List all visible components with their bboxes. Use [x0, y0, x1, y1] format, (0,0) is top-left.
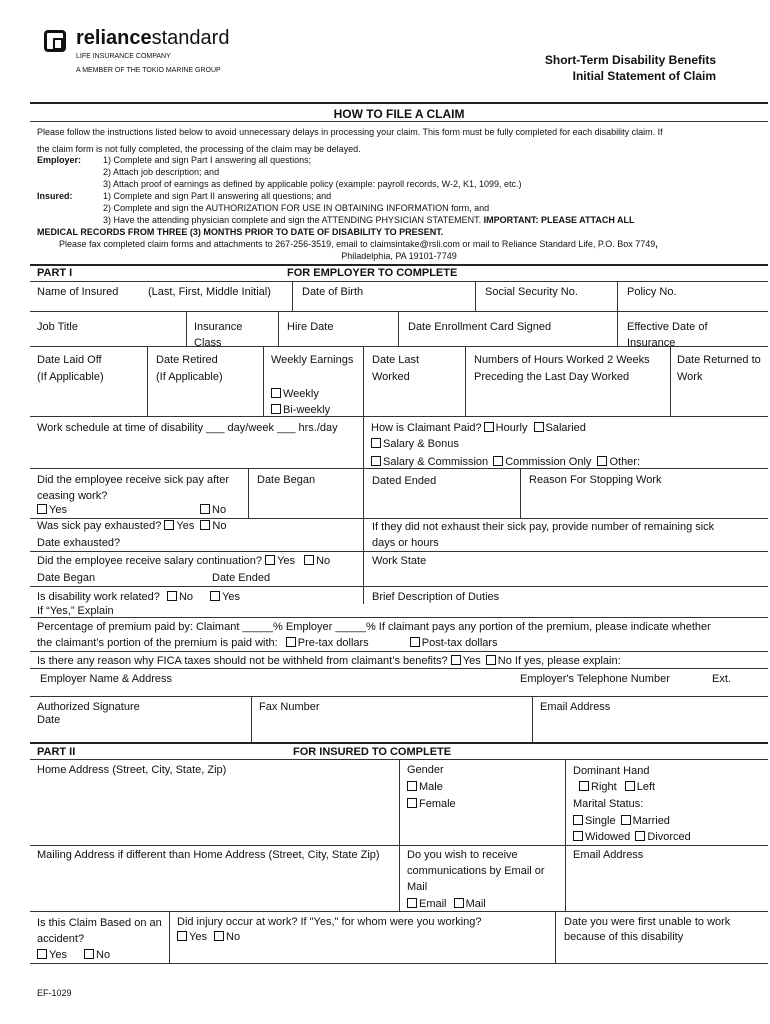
if-applicable-hint: (If Applicable)	[156, 371, 223, 383]
weekly-earnings-field[interactable]: Weekly Earnings	[271, 354, 354, 366]
instructions-text: the claim form is not fully completed, the processing of the claim may be delayed.	[37, 144, 361, 154]
salary-continuation-question: Did the employee receive salary continuation? Yes No	[37, 555, 331, 567]
weekly-checkbox[interactable]: Weekly	[271, 386, 319, 402]
insurance-class-label: Class	[194, 337, 222, 349]
work-state-field[interactable]: Work State	[372, 555, 427, 567]
checkbox-icon[interactable]	[286, 637, 296, 647]
checkbox-icon[interactable]	[371, 456, 381, 466]
checkbox-icon[interactable]	[84, 949, 94, 959]
divider	[30, 121, 768, 122]
communication-preference-question: Do you wish to receive	[407, 849, 518, 861]
reason-stopping-work-field[interactable]: Reason For Stopping Work	[529, 474, 662, 486]
name-of-insured-field[interactable]: Name of Insured	[37, 286, 119, 298]
logo-wordmark: reliancestandard	[76, 27, 230, 49]
dominant-hand-label: Dominant Hand	[573, 765, 650, 777]
form-title: Short-Term Disability Benefits	[544, 53, 716, 67]
gender-female-checkbox[interactable]: Female	[407, 796, 456, 812]
fica-question: Is there any reason why FICA taxes should not be withheld from claimant’s benefits? Yes No If yes, please explain:	[37, 655, 621, 667]
checkbox-icon[interactable]	[597, 456, 607, 466]
insured-step: 3) Have the attending physician complete and sign the ATTENDING PHYSICIAN STATEMENT. IMPORTANT: PLEASE ATTACH ALL	[103, 215, 635, 225]
pay-type-options: Salary & Commission Commission Only Other:	[371, 454, 640, 470]
checkbox-icon[interactable]	[200, 520, 210, 530]
form-number: EF-1029	[37, 988, 72, 998]
checkbox-icon[interactable]	[410, 637, 420, 647]
remaining-sick-days-field[interactable]: If they did not exhaust their sick pay, provide number of remaining sick	[372, 521, 715, 533]
sick-pay-date-ended-field[interactable]: Dated Ended	[372, 475, 437, 487]
premium-percentage-question: Percentage of premium paid by: Claimant _____% Employer _____% If claimant pays any portion of the premium, please indicate whether	[37, 621, 711, 633]
sick-pay-exhausted-question: Was sick pay exhausted? Yes No	[37, 520, 227, 532]
employer-step: 1) Complete and sign Part I answering all questions;	[103, 155, 312, 165]
injury-at-work-options: Yes No	[177, 929, 240, 945]
date-returned-field[interactable]: Date Returned to	[677, 354, 761, 366]
sick-pay-question: ceasing work?	[37, 490, 108, 502]
checkbox-icon[interactable]	[621, 815, 631, 825]
premium-payment-type: the claimant’s portion of the premium is paid with: Pre-tax dollars Post-tax dollars	[37, 637, 498, 649]
part1-label: PART I	[37, 267, 73, 279]
part1-heading: FOR EMPLOYER TO COMPLETE	[287, 267, 458, 279]
checkbox-icon[interactable]	[37, 504, 47, 514]
checkbox-icon[interactable]	[454, 898, 464, 908]
work-schedule-field[interactable]: Work schedule at time of disability ___ day/week ___ hrs./day	[37, 422, 338, 434]
important-note: MEDICAL RECORDS FROM THREE (3) MONTHS PRIOR TO DATE OF DISABILITY TO PRESENT.	[37, 227, 444, 237]
hours-worked-label: Preceding the Last Day Worked	[474, 371, 630, 383]
authorized-signature-field[interactable]: Authorized Signature	[37, 701, 140, 713]
checkbox-icon[interactable]	[37, 949, 47, 959]
checkbox-icon[interactable]	[635, 831, 645, 841]
checkbox-icon[interactable]	[271, 404, 281, 414]
sick-pay-question: Did the employee receive sick pay after	[37, 474, 229, 486]
employer-label: Employer:	[37, 155, 82, 165]
salary-continuation-began-field[interactable]: Date Began	[37, 572, 96, 584]
checkbox-icon[interactable]	[451, 655, 461, 665]
signature-date-field[interactable]: Date	[37, 714, 61, 726]
marital-status-label: Marital Status:	[573, 798, 644, 810]
date-laid-off-field[interactable]: Date Laid Off	[37, 354, 102, 366]
communication-preference-question: Mail	[407, 881, 428, 893]
date-exhausted-field[interactable]: Date exhausted?	[37, 537, 121, 549]
checkbox-icon[interactable]	[265, 555, 275, 565]
checkbox-icon[interactable]	[214, 931, 224, 941]
policy-number-field[interactable]: Policy No.	[627, 286, 677, 298]
form-subtitle: Initial Statement of Claim	[572, 69, 716, 83]
salary-continuation-ended-field[interactable]: Date Ended	[212, 572, 271, 584]
date-of-birth-field[interactable]: Date of Birth	[302, 286, 364, 298]
phone-extension-field[interactable]: Ext.	[712, 673, 731, 685]
effective-date-label: Insurance	[627, 337, 676, 349]
communication-options: Email Mail	[407, 896, 486, 912]
checkbox-icon[interactable]	[200, 504, 210, 514]
mailing-address: Philadelphia, PA 19101-7749	[341, 251, 457, 261]
insured-step: 1) Complete and sign Part II answering all questions; and	[103, 191, 332, 201]
checkbox-icon[interactable]	[164, 520, 174, 530]
accident-question: Is this Claim Based on an	[37, 917, 162, 929]
brief-description-field[interactable]: Brief Description of Duties	[372, 591, 500, 603]
remaining-sick-days-label: days or hours	[372, 537, 439, 549]
instructions-text: Please follow the instructions listed below to avoid unnecessary delays in processing your claim. This form must be fully completed for each disability claim. If	[37, 127, 663, 137]
job-title-field[interactable]: Job Title	[37, 321, 78, 333]
checkbox-icon[interactable]	[573, 815, 583, 825]
divider	[30, 102, 768, 104]
checkbox-icon[interactable]	[484, 422, 494, 432]
logo-icon	[44, 30, 66, 52]
first-unable-date-label: because of this disability	[564, 931, 684, 943]
checkbox-icon[interactable]	[486, 655, 496, 665]
date-returned-label: Work	[677, 371, 703, 383]
enrollment-date-field[interactable]: Date Enrollment Card Signed	[408, 321, 552, 333]
work-related-explain-field[interactable]: If “Yes,” Explain	[37, 605, 114, 617]
checkbox-icon[interactable]	[304, 555, 314, 565]
employer-step: 2) Attach job description; and	[103, 167, 220, 177]
salary-bonus-checkbox[interactable]: Salary & Bonus	[371, 436, 459, 452]
marital-status-options: Widowed Divorced	[573, 829, 691, 845]
accident-question: accident?	[37, 933, 85, 945]
sick-pay-no-checkbox[interactable]: No	[200, 502, 226, 518]
part2-label: PART II	[37, 746, 76, 758]
work-related-question: Is disability work related? No Yes	[37, 591, 241, 603]
hire-date-field[interactable]: Hire Date	[287, 321, 334, 333]
checkbox-icon[interactable]	[371, 438, 381, 448]
date-retired-field[interactable]: Date Retired	[156, 354, 218, 366]
checkbox-icon[interactable]	[573, 831, 583, 841]
insurance-class-field[interactable]: Insurance	[194, 321, 243, 333]
biweekly-checkbox[interactable]: Bi-weekly	[271, 402, 330, 418]
communication-preference-question: communications by Email or	[407, 865, 545, 877]
marital-status-options: Single Married	[573, 813, 670, 829]
fax-number-field[interactable]: Fax Number	[259, 701, 320, 713]
divider	[30, 281, 768, 282]
accident-options: Yes No	[37, 947, 110, 963]
date-last-worked-label: Worked	[372, 371, 410, 383]
checkbox-icon[interactable]	[167, 591, 177, 601]
ssn-field[interactable]: Social Security No.	[485, 286, 578, 298]
insured-label: Insured:	[37, 191, 73, 201]
injury-at-work-question: Did injury occur at work? If "Yes," for whom were you working?	[177, 916, 482, 928]
if-applicable-hint: (If Applicable)	[37, 371, 104, 383]
checkbox-icon[interactable]	[493, 456, 503, 466]
checkbox-icon[interactable]	[625, 781, 635, 791]
gender-label: Gender	[407, 764, 444, 776]
how-paid-question: How is Claimant Paid? Hourly Salaried	[371, 422, 586, 434]
checkbox-icon[interactable]	[407, 898, 417, 908]
employer-name-address-field[interactable]: Employer Name & Address	[40, 673, 173, 685]
first-unable-date-field[interactable]: Date you were first unable to work	[564, 916, 731, 928]
employer-email-field[interactable]: Email Address	[540, 701, 611, 713]
checkbox-icon[interactable]	[271, 388, 281, 398]
checkbox-icon[interactable]	[407, 798, 417, 808]
part2-heading: FOR INSURED TO COMPLETE	[293, 746, 452, 758]
checkbox-icon[interactable]	[534, 422, 544, 432]
date-last-worked-field[interactable]: Date Last	[372, 354, 420, 366]
gender-male-checkbox[interactable]: Male	[407, 779, 443, 795]
insured-email-field[interactable]: Email Address	[573, 849, 644, 861]
logo-subtitle: LIFE INSURANCE COMPANY	[76, 53, 171, 60]
checkbox-icon[interactable]	[407, 781, 417, 791]
employer-step: 3) Attach proof of earnings as defined by applicable policy (example: payroll records, W-2, K1, 1099, etc.)	[103, 179, 522, 189]
name-order-hint: (Last, First, Middle Initial)	[148, 286, 271, 298]
hours-worked-field[interactable]: Numbers of Hours Worked 2 Weeks	[474, 354, 650, 366]
employer-phone-field[interactable]: Employer's Telephone Number	[520, 673, 670, 685]
home-address-field[interactable]: Home Address (Street, City, State, Zip)	[37, 764, 227, 776]
checkbox-icon[interactable]	[177, 931, 187, 941]
checkbox-icon[interactable]	[210, 591, 220, 601]
insured-step: 2) Complete and sign the AUTHORIZATION FOR USE IN OBTAINING INFORMATION form, and	[103, 203, 490, 213]
mailing-address-field[interactable]: Mailing Address if different than Home Address (Street, City, State Zip)	[37, 849, 380, 861]
dominant-hand-options: Right Left	[579, 779, 655, 795]
fax-instructions: Please fax completed claim forms and attachments to 267-256-3519, email to claimsintake@rsli.com or mail to Reliance Standard Life, P.O. Box 7749,	[59, 239, 658, 249]
checkbox-icon[interactable]	[579, 781, 589, 791]
sick-pay-yes-checkbox[interactable]: Yes	[37, 502, 67, 518]
effective-date-field[interactable]: Effective Date of	[627, 321, 708, 333]
instructions-heading: HOW TO FILE A CLAIM	[333, 107, 465, 121]
logo-member-line: A MEMBER OF THE TOKIO MARINE GROUP	[76, 67, 221, 74]
sick-pay-date-began-field[interactable]: Date Began	[257, 474, 316, 486]
